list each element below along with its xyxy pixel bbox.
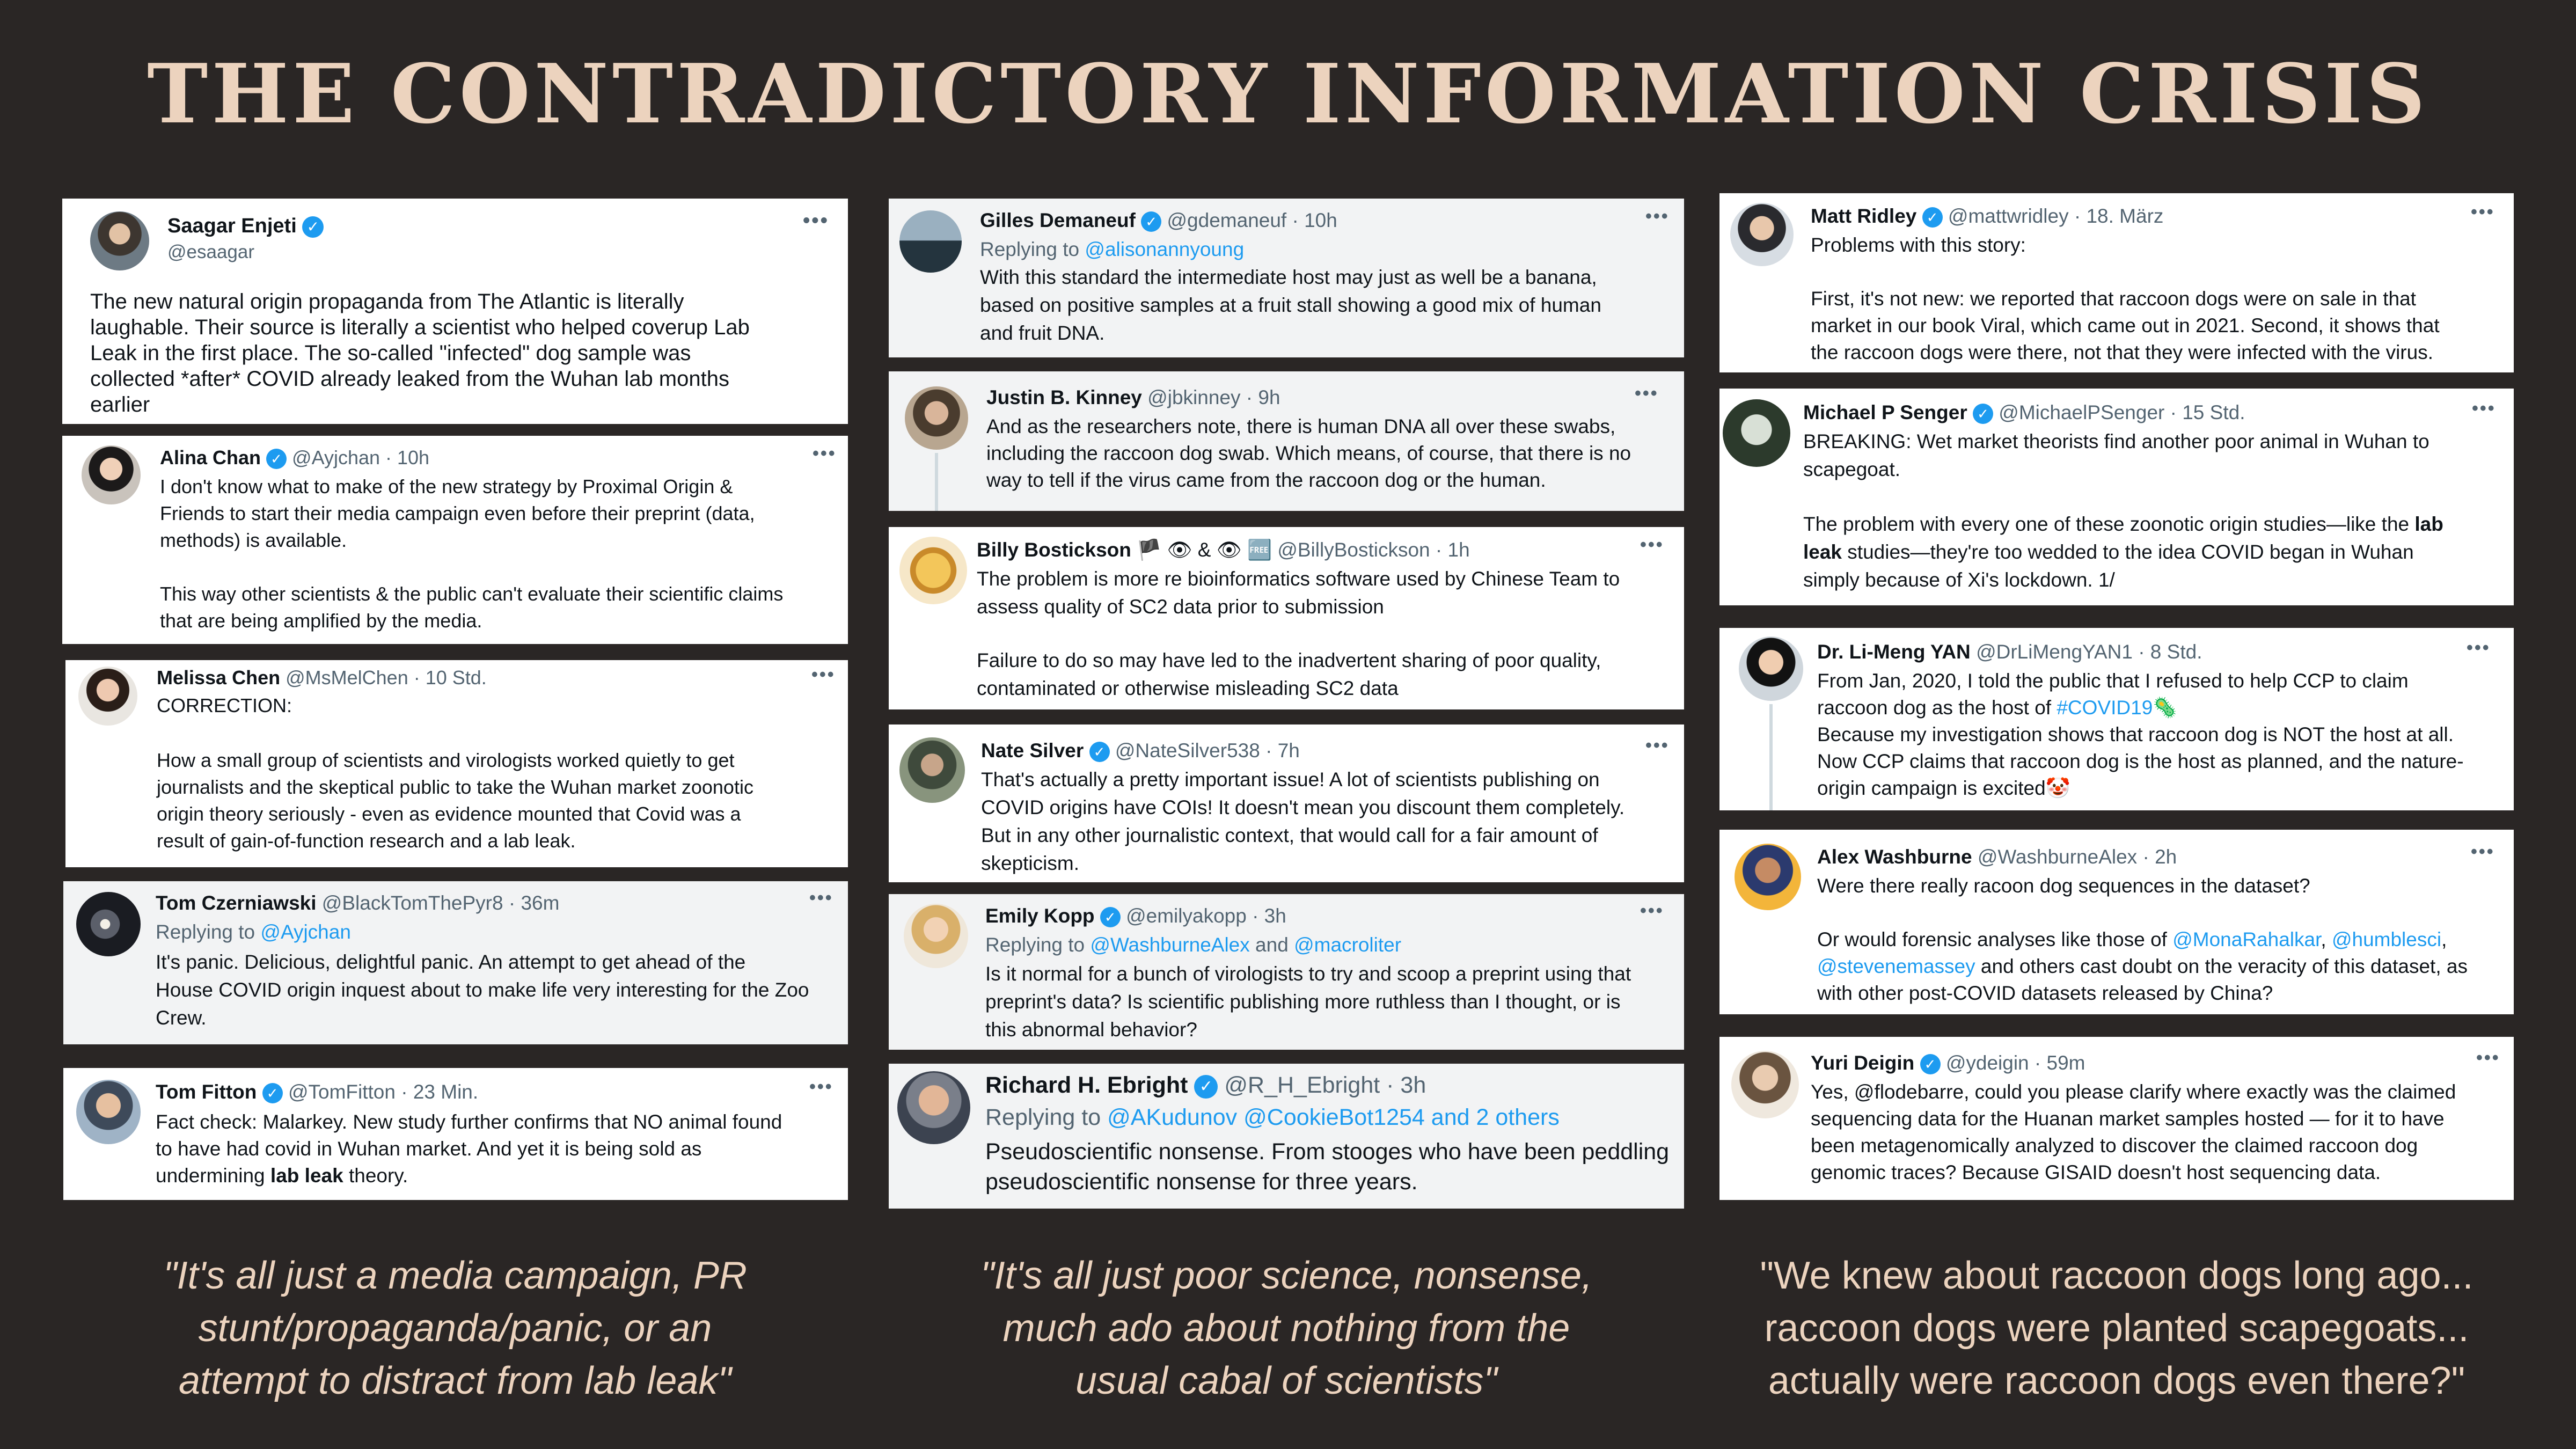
author-handle[interactable]: @esaagar [167,241,255,262]
tweet-michael-senger[interactable] [1719,389,2514,605]
profile-emoji: 🏴 👁 & 👁 🆓 [1137,539,1272,561]
tweet-text: that are being amplified by the media. [160,610,482,632]
avatar[interactable] [90,211,149,270]
author-name[interactable]: Melissa Chen [157,667,281,689]
more-options-icon[interactable]: ••• [809,888,833,908]
tweet-yuri-deigin[interactable] [1719,1037,2514,1200]
more-options-icon[interactable]: ••• [1645,735,1670,756]
tweet-text: based on positive samples at a fruit stall showing a good mix of human [980,294,1601,316]
tweet-text: And as the researchers note, there is human DNA all over these swabs, [986,415,1616,437]
thread-line [1769,704,1773,810]
verified-badge-icon: ✓ [1194,1075,1218,1099]
tweet-text: journalists and the skeptical public to take the Wuhan market zoonotic [157,776,753,798]
tweet-text: Or would forensic analyses like those of [1817,928,2167,950]
author-handle[interactable]: @TomFitton · 23 Min. [288,1081,479,1103]
hashtag-link[interactable]: #COVID19 [2057,697,2153,719]
tweet-tom-czerniawski[interactable] [63,881,848,1044]
avatar[interactable] [78,667,137,726]
author-name[interactable]: Alex Washburne [1817,846,1972,868]
avatar[interactable] [1731,1051,1799,1118]
avatar[interactable] [899,737,965,803]
avatar[interactable] [897,1071,970,1144]
author-name[interactable]: Alina Chan [160,447,261,469]
tweet-alina-chan[interactable] [62,436,848,644]
author-handle[interactable]: @MsMelChen · 10 Std. [286,667,487,689]
verified-badge-icon: ✓ [1141,211,1161,232]
avatar[interactable] [899,210,962,273]
caption-media-campaign: "It's all just a media campaign, PR stunt/propaganda/panic, or an attempt to distract from lab leak" [163,1254,747,1402]
mention-link[interactable]: @MonaRahalkar [2172,928,2321,950]
author-name[interactable]: Nate Silver [981,740,1084,762]
author-handle[interactable]: @WashburneAlex · 2h [1977,846,2177,868]
tweet-text: raccoon dog as the host of [1817,697,2052,719]
tweet-text: First, it's not new: we reported that raccoon dogs were on sale in that [1811,288,2416,310]
tweet-text: to have had covid in Wuhan market. And yet it is being sold as [156,1138,702,1160]
tweet-text: Now CCP claims that raccoon dog is the host as planned, and the nature- [1817,750,2464,772]
author-handle[interactable]: @BlackTomThePyr8 · 36m [321,892,560,914]
tweet-text: COVID origins have COIs! It doesn't mean you discount them completely. [981,796,1625,818]
author-handle[interactable]: @mattwridley · 18. März [1948,205,2164,227]
avatar[interactable] [82,445,141,504]
tweet-text: That's actually a pretty important issue! A lot of scientists publishing on [981,769,1600,791]
avatar[interactable] [1723,399,1790,467]
avatar[interactable] [904,904,968,968]
tweet-text: laughable. Their source is literally a scientist who helped coverup Lab [90,316,750,339]
replying-label: Replying to [985,1104,1101,1130]
more-options-icon[interactable]: ••• [2471,841,2495,862]
verified-badge-icon: ✓ [302,216,324,238]
tweet-text: BREAKING: Wet market theorists find another poor animal in Wuhan to [1803,430,2429,452]
tweet-text: With this standard the intermediate host may just as well be a banana, [980,266,1597,288]
author-name[interactable]: Yuri Deigin [1811,1052,1915,1074]
tweet-text: scapegoat. [1803,458,1901,480]
tweet-text-bold: leak [1803,541,1842,563]
author-name[interactable]: Dr. Li-Meng YAN [1817,641,1971,663]
tweet-text: including the raccoon dog swab. Which means, of course, that there is no [986,442,1631,464]
avatar[interactable] [905,386,968,450]
tweet-text: CORRECTION: [157,694,292,716]
reply-mention-link[interactable]: @Ayjchan [260,921,351,943]
thread-line [935,453,938,511]
verified-badge-icon: ✓ [1920,1054,1941,1074]
tweet-text: Friends to start their media campaign even before their preprint (data, [160,502,755,524]
tweet-text: Were there really racoon dog sequences in the dataset? [1817,875,2310,897]
tweet-text: studies—they're too wedded to the idea COVID began in Wuhan [1847,541,2414,563]
verified-badge-icon: ✓ [262,1083,283,1103]
replying-and: and [1255,934,1289,956]
tweet-text: origin campaign is excited🤡 [1817,777,2070,799]
tweet-text: Crew. [156,1007,207,1029]
tweet-text: Is it normal for a bunch of virologists to try and scoop a preprint using that [985,963,1631,985]
author-name[interactable]: Emily Kopp [985,905,1095,927]
tweet-justin-kinney[interactable] [889,371,1684,511]
more-options-icon[interactable]: ••• [2472,398,2496,419]
tweet-text: This way other scientists & the public can't evaluate their scientific claims [160,583,784,605]
tweet-text: earlier [90,393,150,416]
author-handle[interactable]: @emilyakopp · 3h [1126,905,1286,927]
more-options-icon[interactable]: ••• [811,664,836,685]
more-options-icon[interactable]: ••• [2467,638,2491,658]
tweet-text: this abnormal behavior? [985,1019,1197,1041]
tweet-alex-washburne[interactable] [1719,830,2514,1014]
verified-badge-icon: ✓ [1089,742,1110,762]
tweet-text: How a small group of scientists and virologists worked quietly to get [157,749,735,771]
author-name[interactable]: Michael P Senger [1803,401,1967,423]
author-handle[interactable]: @NateSilver538 · 7h [1115,740,1300,762]
tweet-text: methods) is available. [160,529,347,551]
avatar[interactable] [899,537,967,604]
author-name[interactable]: Tom Fitton [156,1081,257,1103]
avatar[interactable] [76,892,141,956]
tweet-text: genomic traces? Because GISAID doesn't host sequencing data. [1811,1161,2381,1183]
verified-badge-icon: ✓ [266,449,287,469]
author-handle[interactable]: @jbkinney · 9h [1147,386,1280,408]
tweet-text: sequencing data for the Huanan market samples hosted — for it to have [1811,1108,2445,1130]
tweet-text: House COVID origin inquest about to make life very interesting for the Zoo [156,979,809,1001]
virus-emoji: 🦠 [2153,697,2178,719]
tweet-gilles-demaneuf[interactable] [889,199,1684,357]
tweet-text: Leak in the first place. The so-called "infected" dog sample was [90,341,691,365]
tweet-text: Because my investigation shows that raccoon dog is NOT the host at all. [1817,723,2454,745]
mention-link[interactable]: @humblesci [2331,928,2442,950]
tweet-text: But in any other journalistic context, that would call for a fair amount of [981,824,1598,846]
more-options-icon[interactable]: ••• [809,1077,833,1097]
tweet-text: theory. [343,1165,408,1187]
tweet-text: way to tell if the virus came from the raccoon dog or the human. [986,469,1546,491]
tweet-text: Problems with this story: [1811,234,2026,256]
more-options-icon[interactable]: ••• [2476,1048,2500,1068]
tweet-text: contaminated or otherwise misleading SC2 data [977,677,1399,699]
author-name[interactable]: Billy Bostickson [977,539,1131,561]
tweet-text: assess quality of SC2 data prior to submission [977,596,1384,618]
page-title: THE CONTRADICTORY INFORMATION CRISIS [147,46,2429,142]
reply-mention-link[interactable]: @macroliter [1294,934,1402,956]
avatar[interactable] [1739,636,1803,701]
tweet-text: It's panic. Delicious, delightful panic. An attempt to get ahead of the [156,951,746,973]
caption-raccoon-dogs: "We knew about raccoon dogs long ago... raccoon dogs were planted scapegoats... actually were raccoon dogs even there?" [1760,1254,2473,1402]
tweet-melissa-chen[interactable] [65,660,848,867]
tweet-text: The problem with every one of these zoonotic origin studies—like the [1803,513,2410,535]
author-name[interactable]: Saagar Enjeti [167,215,297,237]
tweet-tom-fitton[interactable] [63,1068,848,1200]
avatar[interactable] [1735,844,1801,910]
tweet-text: pseudoscientific nonsense for three years. [985,1169,1418,1195]
verified-badge-icon: ✓ [1922,207,1943,228]
author-handle[interactable]: @R_H_Ebright · 3h [1224,1072,1426,1098]
author-handle[interactable]: @ydeigin · 59m [1945,1052,2085,1074]
tweet-text: The new natural origin propaganda from The Atlantic is literally [90,290,684,313]
reply-mention-link[interactable]: @WashburneAlex [1090,934,1250,956]
more-options-icon[interactable]: ••• [1635,383,1659,404]
author-name[interactable]: Justin B. Kinney [986,386,1142,408]
tweet-text: skepticism. [981,852,1079,874]
replying-label: Replying to [980,238,1080,260]
tweet-text: simply because of Xi's lockdown. 1/ [1803,569,2115,591]
tweet-text: undermining [156,1165,265,1187]
tweet-text: The problem is more re bioinformatics software used by Chinese Team to [977,568,1620,590]
caption-poor-science: "It's all just poor science, nonsense, much ado about nothing from the usual cabal of scientists" [980,1254,1592,1402]
mention-link[interactable]: @stevenemassey [1817,955,1975,977]
author-handle[interactable]: @BillyBostickson · 1h [1277,539,1470,561]
reply-mention-link[interactable]: @AKudunov @CookieBot1254 and 2 others [1107,1104,1560,1130]
author-handle[interactable]: @gdemaneuf · 10h [1167,209,1337,231]
author-name[interactable]: Gilles Demaneuf [980,209,1136,231]
separator-comma: , [2321,928,2326,950]
tweet-emily-kopp[interactable] [889,894,1684,1050]
verified-badge-icon: ✓ [1100,907,1121,927]
tweet-text: I don't know what to make of the new strategy by Proximal Origin & [160,475,733,497]
tweet-text-bold: lab leak [270,1165,343,1187]
avatar[interactable] [1730,203,1794,266]
avatar[interactable] [76,1080,141,1144]
tweet-text: Fact check: Malarkey. New study further confirms that NO animal found [156,1111,782,1133]
more-options-icon[interactable]: ••• [2471,202,2495,222]
reply-mention-link[interactable]: @alisonannyoung [1085,238,1245,260]
tweet-text: and others cast doubt on the veracity of this dataset, as [1980,955,2468,977]
author-handle[interactable]: @MichaelPSenger · 15 Std. [1999,401,2245,423]
replying-label: Replying to [156,921,255,943]
tweet-text: origin theory seriously - even as evidence mounted that Covid was a [157,803,741,825]
verified-badge-icon: ✓ [1973,404,1993,424]
tweet-saagar-enjeti[interactable] [62,199,848,424]
tweet-nate-silver[interactable] [889,724,1684,882]
tweet-text: From Jan, 2020, I told the public that I refused to help CCP to claim [1817,670,2409,692]
tweet-text: Failure to do so may have led to the inadvertent sharing of poor quality, [977,649,1601,671]
more-options-icon[interactable]: ••• [1640,535,1664,555]
tweet-matt-ridley[interactable] [1719,193,2514,372]
tweet-text: been metagenomically analyzed to discover the claimed raccoon dog [1811,1135,2418,1157]
tweet-text: the raccoon dogs were there, not that they were infected with the virus. [1811,341,2433,363]
author-name[interactable]: Matt Ridley [1811,205,1917,227]
tweet-richard-ebright[interactable] [889,1064,1684,1209]
author-name[interactable]: Richard H. Ebright [985,1072,1188,1098]
more-options-icon[interactable]: ••• [803,209,829,232]
author-handle[interactable]: @Ayjchan · 10h [292,447,430,469]
tweet-li-meng-yan[interactable] [1719,628,2514,810]
separator-comma: , [2441,928,2447,950]
tweet-text: result of gain-of-function research and a lab leak. [157,830,576,852]
tweet-text-bold: lab [2414,513,2443,535]
more-options-icon[interactable]: ••• [1645,206,1670,226]
tweet-text: and fruit DNA. [980,322,1105,344]
tweet-billy-bostickson[interactable] [889,527,1684,709]
tweet-text: collected *after* COVID already leaked from the Wuhan lab months [90,367,729,391]
tweet-text: with other post-COVID datasets released by China? [1817,982,2273,1004]
more-options-icon[interactable]: ••• [813,443,837,464]
tweet-text: market in our book Viral, which came out in 2021. Second, it shows that [1811,314,2440,336]
more-options-icon[interactable]: ••• [1640,901,1664,921]
replying-label: Replying to [985,934,1085,956]
author-handle[interactable]: @DrLiMengYAN1 · 8 Std. [1976,641,2202,663]
tweet-text: Pseudoscientific nonsense. From stooges who have been peddling [985,1139,1670,1165]
tweet-text: preprint's data? Is scientific publishing more ruthless than I thought, or is [985,991,1621,1013]
author-name[interactable]: Tom Czerniawski [156,892,317,914]
tweet-text: Yes, @flodebarre, could you please clarify where exactly was the claimed [1811,1081,2456,1103]
